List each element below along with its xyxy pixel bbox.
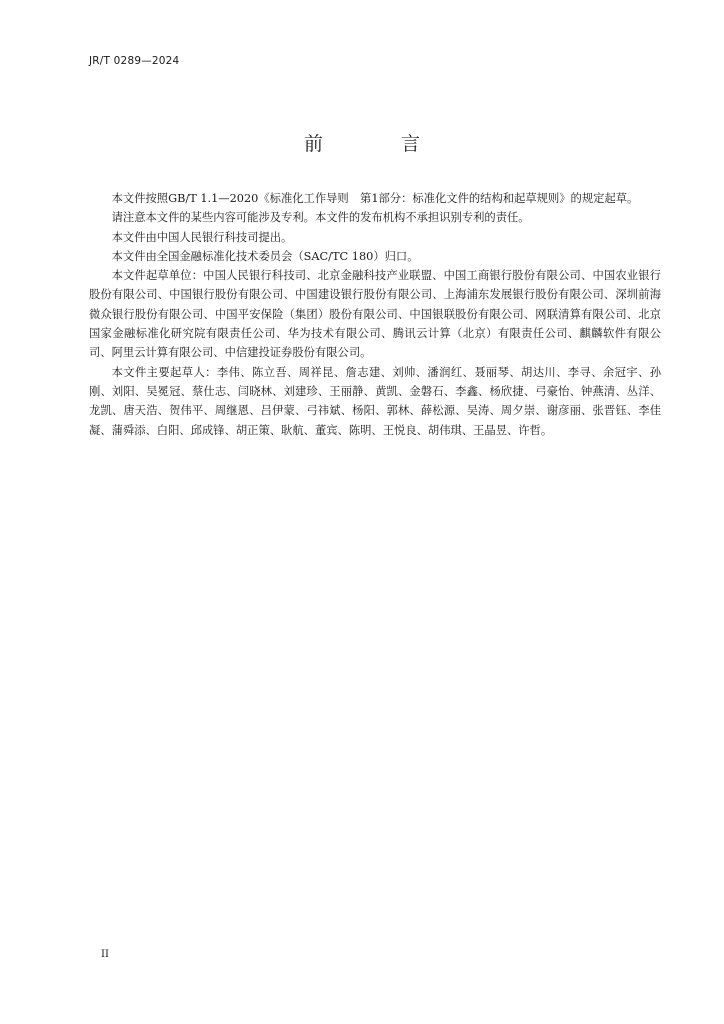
foreword-body [89,189,661,440]
paragraph-proposer: 本文件由中国人民银行科技司提出。 [111,230,293,244]
page-number: II [101,949,109,960]
paragraph-technical-committee: 本文件由全国金融标准化技术委员会（SAC/TC 180）归口。 [111,249,419,263]
standard-id: JR/T 0289—2024 [89,55,180,67]
paragraph-patent-notice: 请注意本文件的某些内容可能涉及专利。本文件的发布机构不承担识别专利的责任。 [111,211,530,225]
paragraph-drafting-organizations: 本文件起草单位：中国人民银行科技司、北京金融科技产业联盟、中国工商银行股份有限公司、中国农业银行股份有限公司、中国银行股份有限公司、中国建设银行股份有限公司、上海浦东发展银行股份有限公司、深圳前海微众银行股份有限公司、中国平安保险（集团）股份有限公司、中国银联股份有限公司、网联清算有限公司、北京国家金融标准化研究院有限责任公司、华为技术有限公司、腾讯云计算（北京）有限责任公司、麒麟软件有限公司、阿里云计算有限公司、中信建投证券股份有限公司。 [89,269,661,360]
paragraph-drafting-rules: 本文件按照GB/T 1.1—2020《标准化工作导则 第1部分：标准化文件的结构和起草规则》的规定起草。 [111,192,639,205]
paragraph-drafters: 本文件主要起草人：李伟、陈立吾、周祥昆、詹志建、刘帅、潘润红、聂丽琴、胡达川、李寻、余冠宇、孙刚、刘阳、吴冕冠、蔡仕志、闫晓林、刘建珍、王丽静、黄凯、金磐石、李鑫、杨欣捷、弓豪怡、钟燕清、丛洋、龙凯、唐天浩、贺伟平、周继恩、吕伊蒙、弓祎斌、杨阳、郭林、薛松源、吴涛、周夕崇、谢彦丽、张晋钰、李佳凝、蒲舜添、白阳、邱成锋、胡正策、耿航、董宾、陈明、王悦良、胡伟琪、王晶昱、许哲。 [89,365,661,437]
page-title: 前 言 [303,133,457,155]
